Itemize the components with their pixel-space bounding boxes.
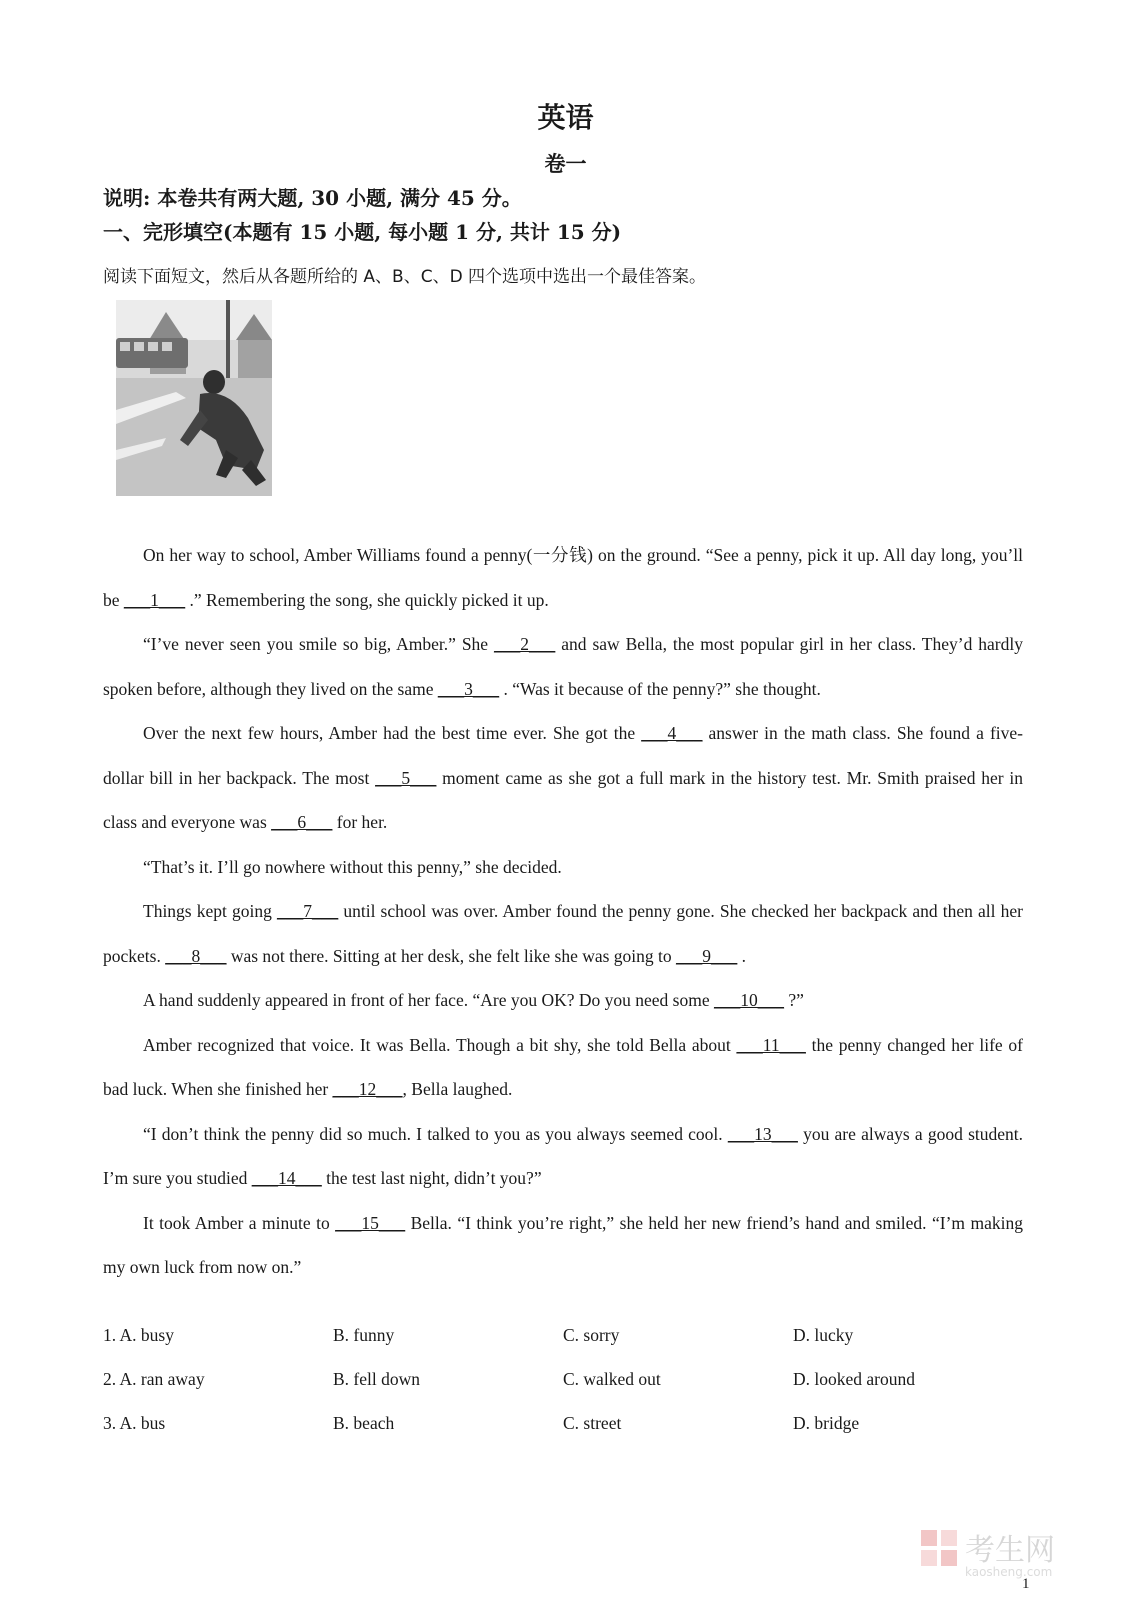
option-choice: C. street (563, 1413, 622, 1433)
answer-blank: ___14___ (251, 1168, 322, 1188)
answer-blank: ___10___ (714, 990, 784, 1010)
passage-paragraph (103, 845, 1023, 890)
passage-paragraph (103, 1023, 1023, 1112)
passage-paragraph (103, 533, 1023, 622)
passage-text-segment: the penny changed her life of bad luck. When she finished her (103, 1034, 1023, 1099)
passage-text-segment: and saw Bella, the most popular girl in her class. They’d hardly spoken before, although they lived on the same (103, 634, 1023, 699)
passage-paragraph (103, 1112, 1023, 1201)
passage-text-segment: until school was over. Amber found the penny gone. She checked her backpack and then all her pockets. (103, 901, 1023, 966)
passage-text-segment: for her. (332, 812, 388, 832)
passage-text-segment: Over the next few hours, Amber had the best time ever. She got the (143, 723, 642, 743)
passage-paragraph (103, 978, 1023, 1023)
option-choice: B. fell down (333, 1369, 421, 1389)
instruction-text: 阅读下面短文，然后从各题所给的 A、B、C、D 四个选项中选出一个最佳答案。 (103, 267, 707, 287)
passage-text-segment: Bella. “I think you’re right,” she held her new friend’s hand and smiled. “I’m making my own luck from now on.” (103, 1212, 1023, 1277)
passage-text-segment: moment came as she got a full mark in the history test. Mr. Smith praised her in class and everyone was (103, 767, 1024, 832)
passage-text (103, 533, 1023, 1290)
passage-text-segment: . (737, 945, 747, 966)
passage-paragraph (103, 1201, 1023, 1290)
option-row (103, 1320, 1023, 1364)
watermark-subtext: kaosheng.com (965, 1565, 1053, 1579)
section-heading: 一、完形填空(本题有 15 小题, 每小题 1 分, 共计 15 分) (103, 220, 622, 244)
watermark-text: 考生网 (965, 1533, 1055, 1568)
passage-text-segment: “I’ve never seen you smile so big, Amber.” She (143, 634, 495, 654)
page-subtitle: 卷一 (544, 151, 587, 176)
passage-text-segment: “That’s it. I’ll go nowhere without this penny,” she decided. (143, 856, 562, 877)
passage-text-segment: was not there. Sitting at her desk, she felt like she was going to (226, 945, 677, 966)
passage-paragraph (103, 889, 1023, 978)
answer-blank: ___3___ (437, 678, 500, 699)
passage-text-segment: you are always a good student. I’m sure you studied (103, 1123, 1023, 1188)
passage-text-segment: A hand suddenly appeared in front of her face. “Are you OK? Do you need some (143, 990, 714, 1010)
passage-text-segment: “I don’t think the penny did so much. I talked to you as you always seemed cool. (143, 1123, 728, 1144)
passage-text-segment: It took Amber a minute to (143, 1212, 336, 1233)
option-choice: 1. A. busy (103, 1325, 174, 1345)
answer-blank: ___4___ (641, 723, 703, 743)
answer-blank: ___5___ (375, 767, 437, 788)
option-choice: D. bridge (793, 1413, 860, 1433)
passage-text-segment: the test last night, didn’t you?” (321, 1168, 542, 1188)
option-choice: D. looked around (793, 1369, 915, 1389)
passage-paragraph (103, 622, 1023, 711)
answer-blank: ___2___ (494, 634, 556, 654)
answer-options (103, 1320, 1023, 1452)
option-choice: C. walked out (563, 1369, 661, 1389)
answer-blank: ___6___ (271, 812, 333, 832)
passage-text-segment: .” Remembering the song, she quickly picked it up. (185, 589, 549, 610)
answer-blank: ___15___ (335, 1212, 406, 1233)
passage-text-segment: answer in the math class. She found a five-dollar bill in her backpack. The most (103, 723, 1023, 788)
option-choice: D. lucky (793, 1325, 854, 1345)
answer-blank: ___1___ (123, 589, 186, 610)
passage-text-segment: . “Was it because of the penny?” she thought. (499, 678, 821, 699)
answer-blank: ___9___ (676, 945, 738, 966)
answer-blank: ___13___ (727, 1123, 798, 1144)
exam-note: 说明: 本卷共有两大题, 30 小题, 满分 45 分。 (103, 186, 522, 210)
passage-text-segment: Amber recognized that voice. It was Bella. Though a bit shy, she told Bella about (143, 1034, 737, 1055)
option-row (103, 1364, 1023, 1408)
answer-blank: ___7___ (276, 901, 339, 921)
option-choice: 2. A. ran away (103, 1369, 205, 1389)
watermark-logo (921, 1528, 1091, 1582)
passage-text-segment: On her way to school, Amber Williams found a penny(一分钱) on the ground. “See a penny, pick it up. All day long, you’ll be (103, 545, 1023, 610)
answer-blank: ___12___ (332, 1079, 403, 1099)
option-choice: C. sorry (563, 1325, 620, 1345)
option-choice: 3. A. bus (103, 1413, 166, 1433)
passage-text-segment: Things kept going (143, 901, 277, 921)
answer-blank: ___11___ (736, 1034, 806, 1055)
option-choice: B. funny (333, 1325, 395, 1345)
answer-blank: ___8___ (165, 945, 227, 966)
passage-text-segment: ?” (784, 990, 804, 1010)
option-choice: B. beach (333, 1413, 395, 1433)
passage-paragraph (103, 711, 1023, 845)
passage-photo (116, 300, 272, 496)
passage-text-segment: , Bella laughed. (402, 1079, 513, 1099)
option-row (103, 1408, 1023, 1452)
page-title: 英语 (537, 101, 594, 134)
page-number: 1 (1022, 1576, 1030, 1592)
